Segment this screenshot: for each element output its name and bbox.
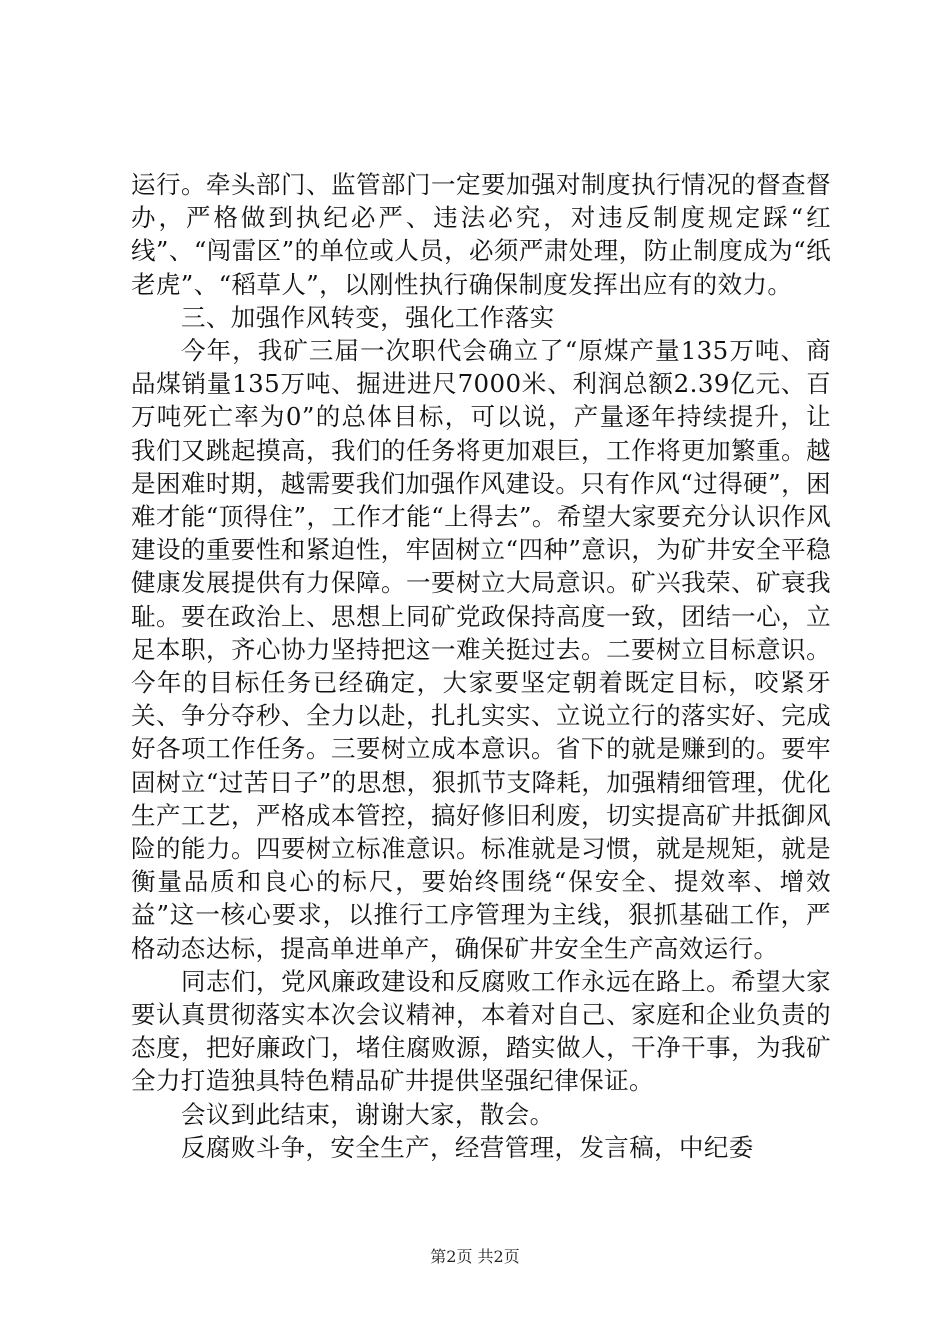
document-body	[131, 168, 831, 1164]
paragraph-closing-appeal: 同志们，党风廉政建设和反腐败工作永远在路上。希望大家要认真贯彻落实本次会议精神，本着对自己、家庭和企业负责的态度，把好廉政门，堵住腐败源，踏实做人，干净干事，为我矿全力打造独具特色精品矿井提供坚强纪律保证。	[131, 966, 831, 1096]
paragraph-targets: 今年，我矿三届一次职代会确立了“原煤产量135万吨、商品煤销量135万吨、掘进进尺7000米、利润总额2.39亿元、百万吨死亡率为0”的总体目标，可以说，产量逐年持续提升，让我们又跳起摸高，我们的任务将更加艰巨，工作将更加繁重。越是困难时期，越需要我们加强作风建设。只有作风“过得硬”，困难才能“顶得住”，工作才能“上得去”。希望大家要充分认识作风建设的重要性和紧迫性，牢固树立“四种”意识，为矿井安全平稳健康发展提供有力保障。一要树立大局意识。矿兴我荣、矿衰我耻。要在政治上、思想上同矿党政保持高度一致，团结一心，立足本职，齐心协力坚持把这一难关挺过去。二要树立目标意识。今年的目标任务已经确定，大家要坚定朝着既定目标，咬紧牙关、争分夺秒、全力以赴，扎扎实实、立说立行的落实好、完成好各项工作任务。三要树立成本意识。省下的就是赚到的。要牢固树立“过苦日子”的思想，狠抓节支降耗，加强精细管理，优化生产工艺，严格成本管控，搞好修旧利废，切实提高矿井抵御风险的能力。四要树立标准意识。标准就是习惯，就是规矩，就是衡量品质和良心的标尺，要始终围绕“保安全、提效率、增效益”这一核心要求，以推行工序管理为主线，狠抓基础工作，严格动态达标，提高单进单产，确保矿井安全生产高效运行。	[131, 336, 831, 963]
paragraph-continuation: 运行。牵头部门、监管部门一定要加强对制度执行情况的督查督办，严格做到执纪必严、违法必究，对违反制度规定踩“红线”、“闯雷区”的单位或人员，必须严肃处理，防止制度成为“纸老虎”、“稻草人”，以刚性执行确保制度发挥出应有的效力。	[131, 170, 831, 299]
paragraph-meeting-end: 会议到此结束，谢谢大家，散会。	[181, 1099, 555, 1129]
page-footer	[0, 1247, 950, 1267]
paragraph-keywords: 反腐败斗争，安全生产，经营管理，发言稿，中纪委	[181, 1132, 754, 1162]
page-number-label: 第2页 共2页	[430, 1247, 520, 1266]
section-heading: 三、加强作风转变，强化工作落实	[181, 302, 555, 332]
